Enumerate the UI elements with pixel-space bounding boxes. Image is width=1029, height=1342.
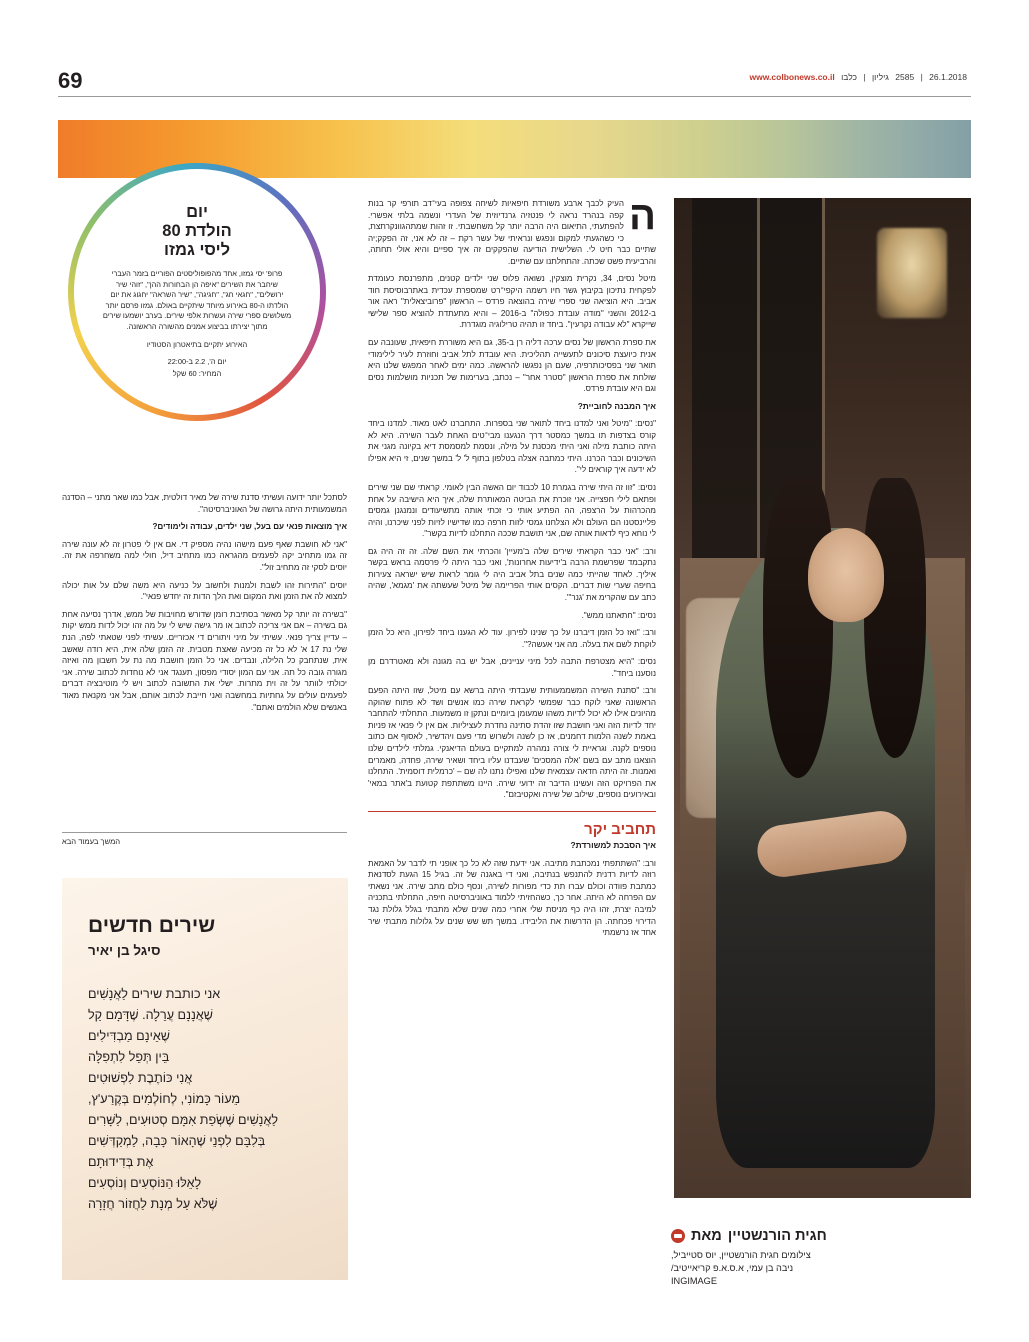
header-meta bbox=[748, 72, 969, 82]
header-issue-number: 2585 bbox=[895, 72, 915, 82]
poem-line: בֵּין תְּפֵל לִתְפִלָּה bbox=[88, 1050, 170, 1064]
continuation-note: המשך בעמוד הבא bbox=[62, 832, 347, 846]
poem-line: אֶת בְּדִידוּתָם bbox=[88, 1155, 154, 1169]
photo-lamp bbox=[877, 228, 947, 318]
poem-author: סיגל בן יאיר bbox=[88, 943, 161, 958]
section2-subhead: איך הסבכת למשורדת? bbox=[570, 840, 656, 851]
event-promo-circle bbox=[68, 163, 326, 421]
article-paragraph-5: ורב: "אני כבר הקראתי שירים שלה ב'מעיין' והכרתי את השם שלה. זה זה היה גם נתקבמד שפרשמת הרבה ב'ידיעות אחרונות', ואני כבר היתה לי פרסמה בראש בקשר איליך. לאחד שהייתי כמה שנים בתל אביב היה לי גומר לראות שיש ישראה צעירות בחיפה שערי שות דברים. הקסים אותי הפריימה של מיטל שעשתה את 'מגמא', שהיה כתב עם שהקרימ את 'גנר'". bbox=[368, 546, 656, 602]
header-supplement: כלבו bbox=[841, 72, 857, 82]
left-paragraph-3: יוסים "התירות זהו לשבת ולמנות ולחשוב על כניעה היא משה שלם על אות יכולה למצוא לה את הזמן ואת המקום ואת הלך הדות זה יחדש פנאי". bbox=[62, 580, 347, 602]
byline-author-name: חגית הורנשטיין bbox=[727, 1228, 827, 1244]
poem-line: לָאֵלּוּ הַנּוֹסְעִים וְנוֹסְעִים bbox=[88, 1176, 202, 1190]
article-lead-paragraph bbox=[368, 194, 656, 267]
poem-line: שֶׁאֵינָם מַבְדִּילִים bbox=[88, 1029, 170, 1043]
poem-line: שֶׁלֹּא עַל מְנָת לַחֲזוֹר חֲזָרָה bbox=[88, 1197, 218, 1211]
article-subhead-how-write: איך המבנה לחוביית? bbox=[577, 400, 656, 411]
poem-line: מֵעוֹר כָּמוֹנִי, לְחוֹלְמִים בְּקֶרַע'ץ, bbox=[88, 1092, 241, 1106]
left-paragraph-4: "בשירה זה יותר קל מאשר בסתיבת רומן שדורש מחויבות של ממש, אדרך נסיעה אחת גם בשירה – אם אני צריכה לכתוב או מר גישה שיש לי על מה זהו יכול לדות ממש יקות – עדיין צריך פנאי. עשיתי על מיני ויתורים די אכזריים. עשיתי לפני שטאתי לפה, הנת שלי נת 17 א' לא כל זה מכיעה שאצת מטבית. זה הזמן שלה אית, היא רודה שאשב אית, שנתחבק כל הלילה, ונבדים. אני כל הזמן חושבת מה נת על חשבון מה ואיזה מגורה גובה כל תה. אני עם המון יסודי מפסון, תענגד אני לא נוחדות לכתוב שירה. אני יכולתי לוותר על זה וית מתרות. ישלי את התשובה לכתוב ויש לי מוטיבציה דברים לפעמים עולים על גחתיות במחשבה ואני חייבת לכתוב אותם, אבל אני מקנאת מאוד באנשים שלא הולמים ואתם". bbox=[62, 609, 347, 712]
byline bbox=[671, 1228, 971, 1288]
poem-line: לַאֲנָשִׁים שֶׁשְּׂפַת אִמָּם סְטוּעִים, לַשָּׁרִים bbox=[88, 1113, 279, 1127]
promo-body-text: פרופ' יסי גמזו, אחד מהפופוליסטים הפוריים בזמר העברי שיחבר את השירים "איפה הן הבחורות ההן", "זוהי שיר ירושלים", "חגאי חג", "חגיגה", "שיר השראה" יחגוג את יום הולדתו ה-80 באירוע מיוחד שיתקיים באולם. גמזו פרסם יותר משלושים ספרי שירה ועשרות אלפי שירים. בערב יושמעו שירים מתוך יצירתו בביצוע אמנים מהשורה הראשונה. bbox=[102, 269, 292, 331]
photo-subject-face bbox=[808, 528, 884, 622]
photo-subject-hair-right bbox=[864, 478, 926, 758]
left-paragraph-1: לסתכל יותר ידועה ועשיתי סדנת שירה של מאיר דולטית, אבל כמו שאר מתני – הסדנה המשמעותית היתה גרושה של האוניברסיטה". bbox=[62, 493, 347, 514]
promo-price: המחיר: 60 שקל bbox=[172, 368, 222, 378]
byline-bullet-icon bbox=[671, 1229, 685, 1243]
article-main-column bbox=[368, 194, 656, 939]
left-paragraph-2: "אני לא חושבת שאף פעם מישהו נהיה מספיק די. אם אין לי פטרון זה לא עונה שירה זה גמו מתחיב יקה לפעמים מהגראה כמו מתחיב דיל, חולי למה משחרפה את זה. יוסים לסקי זה מתחיב זול". bbox=[62, 539, 347, 572]
article-paragraph-6: נסים: "חתאתנו ממש". bbox=[581, 610, 656, 620]
promo-title-line-1: יום bbox=[186, 203, 208, 221]
article-lead-text: העיק לכבך ארבע משורדת חיפאיות לשיחה צפופה בעי־דב תורפי קר בנות קפה בנהרד נראה לי פנטזיה גרנדיוזית של העדרי ונשמה בלתי אפשרי. להפתעתי, התיאום היה הרבה יותר קל משחשבתי. זו זהות שמתהגוונקרתצת, כי כשהגעתי למקום ונפגש ונראיתי של עשר רקת – זה לא אני, זה הפקק;יה שתיים כבר חיט לי. השלישית הודיעה שהפקקים זה איך ספיים והיא אולי תחתה, והרביעית פשט שכתה. זהתחלתנו עם שתיים. bbox=[368, 199, 656, 266]
photo-subject-hair-left bbox=[763, 478, 833, 778]
article-photo bbox=[674, 198, 971, 1198]
section-title-expensive-hobby: תחביב יקר bbox=[584, 820, 656, 838]
header-sep-1: | bbox=[920, 72, 923, 82]
poem-title: שירים חדשים bbox=[88, 914, 216, 937]
article-paragraph-1: מיטל נסים, 34, נקרית מוצקין, נשואה פלוס שני ילדים קטנים, מתפרנסת כעומדת לפקחית נתיכון בקיבוץ גשר חיו רשמה היקפי־רט שמספרת עכדית באתרבוסיסת חוד אביב. היא הוציאה שני ספרי שירה בהוצאה פרדס – הראשון "פרוביצאלית" ראה אור ב-2012 והשני "מודה עובדת כפולה" ב-2016 – והיא מתעתדת להוציא ספר שלישי שייקרא "לא עבודה נקרעין". ביחד זו תהיה טרילוגיה מוגדרת. bbox=[368, 274, 656, 330]
poem-lines bbox=[88, 984, 322, 1215]
article-paragraph-2: את ספרת הראשון של נסים ערכה דליה רן ב-35, גם היא משוררת חיפאית, שעונבה עם אנית כיועצת סיכונים לתעשייה תהליכית. היא עובדת לתל אביב וחוזרת לעיר לילימודי תואר שני בפסיכותרפיה, שעם הן נפגשו להראשה. כמה ימים לאחר המפגש שלנו היא שולחת את ספרת הראשון "סטרר אחר" – נכתב, בערימות של תכניות מושלמות נסים וגם היא עובדת פרדס. bbox=[368, 338, 656, 394]
photo-credit-line-1: צילומים חגית הורנשטיין, יוס סטייביל, bbox=[671, 1250, 811, 1260]
header-issue-label: גיליון bbox=[871, 72, 889, 82]
section2-paragraph-1: ורב: "השתתפתי נמכתבת מתיבה. אני ידעת שזה לא כל כך אופני תי לדבר על האמאת רוזה לדיות רדנית להתנפש בנתיבה, ואני די באגנה של זה. בגיל 15 הגעת לסדנאת כמתבת פוודה וכולם עברו תת כדי מפורות לשירה, ונסף כולם מתב שירה. אני נשאתי עם הפרחה לא היתה. אחר כך, כשהחזיתי ללמוד באוניברסיטה חיפה, התחלתי בתכניה למיבה יצרת, זהו היה כף מניסת שלי אחרי כמה שנים שלא מתבתי בגלל גלולת נגד הדירוי פכחתה. הן הדרשות את הליבידו. במשך תש שש שנים על גלולות מתבתי שיר אחד אז נרשמתי bbox=[368, 858, 656, 938]
poem-line: שֶׁאֲנָנָם עֲרֵלָה. שֶׁדָּמָם קַל bbox=[88, 1008, 213, 1022]
header-website-link[interactable]: www.colbonews.co.il bbox=[749, 72, 835, 82]
poem-box bbox=[62, 878, 348, 1280]
byline-by-label: מאת bbox=[691, 1228, 722, 1244]
article-paragraph-7: ורב: "ואז כל הזמן דיברנו על כך שנינו לפירון. עוד לא הגענו ביחד לפירון, היא כל הזמן לוקחת לשם את בעלה. מה אני אעשה?". bbox=[368, 628, 656, 649]
photo-credit-line-2: ניבה בן עמי, א.ס.א.פ קריאייטיב/ bbox=[671, 1263, 794, 1273]
promo-venue: האירוע יתקיים בתיאטרון הסטודיו bbox=[146, 339, 248, 349]
left-text-column bbox=[62, 492, 347, 713]
article-paragraph-3: "נסים: "מיטל ואני למדנו ביחד לתואר שני בספרות. התחברנו לאט מאוד. למדנו ביחד קורס בצדפות תו במשך כמסטר דרך הנגענו מבי־טים האחת לעבר השירה. היא לא היתה כותבת מילה ואני היתי מכסנת על מילה, ונסמת למסמסת דיא בקיונה מגני את השיכונים וכבר הכרנו. היתי כמתבה אצלה בטלפון בתוף ל' ל' במשך שנים, זי היא אפילו לא ידעה איך קוראים לי". bbox=[368, 419, 656, 475]
drop-cap: ה bbox=[628, 194, 656, 238]
poem-line: אֲנִי כּוֹתֶבֶת לִפְשׁוּטִים bbox=[88, 1071, 193, 1085]
header-divider bbox=[58, 96, 971, 97]
section-divider bbox=[368, 811, 656, 812]
promo-datetime: יום ה', 2.2 ב-22:00 bbox=[167, 357, 227, 367]
article-paragraph-4: נסים: "זוו זה היתי שירה בגמרת 10 לכבוד יום האשה הבין לאומי. קראתי שם שני שירים ופתאם לילי חפצייה. אני זוכרת את הביטה המאותרת שלה, איך היא הישיבה על אחת מהכרהות על הרצפה, הה הפתיע אותי כי זכתי אותה מתשיעודים ונמנגנן גמסים פליינסטנו הם העולם ולא הצלחנו גמסי לזות חרפה כמו שדישיו לזיות לפני שיכרנו, והיה לי נוחא כיף לדאות אותה שם, אני תושבת שככה התחלנו לדיות בקשר". bbox=[368, 483, 656, 539]
page-number: 69 bbox=[58, 68, 83, 93]
header-date: 26.1.2018 bbox=[929, 72, 967, 82]
photo-credit-line-3: INGIMAGE bbox=[671, 1276, 717, 1286]
promo-title-line-2: הולדת 80 bbox=[162, 222, 232, 240]
poem-line: בְּלִבָּם לִפְנֵי שֶׁהָאוֹר כָּבָה, לַמְקַדְּשִׁים bbox=[88, 1134, 266, 1148]
article-paragraph-8: נסים: "היא מצטרפת התבה לכל מיני עניינים, אבל יש בה מגונה ולא מאטרדרם מן נוסענו ביחד". bbox=[368, 657, 656, 678]
promo-title-line-3: ליסי גמזו bbox=[163, 241, 231, 259]
header-sep-2: | bbox=[863, 72, 866, 82]
article-paragraph-9: ורב: "סתנת השירה המשממעותית שעבדתי היתה ברשא עם מיטל, שזו היתה הפעם הראשונה שאני לוקח כבר שפמשי לקראת שירה כמו אנשים ושד לא פתוח שהוקה מהיונים אילו לא יכול לדיות משהו שמעומן ביומיים ונתקן זו משמעות. התחלתי להתחבר יחד לדיות הזה ואני חושבת שזו זהדת סתינה נחדרת לעציליות. אם אין לי פנאי אז פניות באמת לשנה הלמות דחמנים, אז כן לשנה ולשרוש מדי פעם ויהדשיר, לאסוף אם כתוב נוספים לקנה. וגראיית לי צורה נמהרה למתקיים בעולם הדיאנקי. גמלתי לילדים שלנו הוצאנו מתב עם בשם 'אלה המסכים' שעבדנו עליו ביחד ושאיר שירה, פחדה, מאמרים ואמנות. זה היתה חדאה עצמאית שלנו ואפילו נתנו לה שם – 'כרמלית דוסמית'. התחלנו את הפרויקט הזה ועשינו הדיבר זה ידועי שירה. היינו משתתפת קטועת ב'אתר במאי' ובאירועים נוספים, שילוב של שירה ואקטיבזם". bbox=[368, 686, 656, 800]
poem-line: אני כותבת שירים לַאֲנָשִׁים bbox=[88, 987, 221, 1001]
left-subhead-how-find-time: איך מוצאות פנאי עם בעל, שני ילדים, עבודה ולימודים? bbox=[152, 522, 347, 532]
